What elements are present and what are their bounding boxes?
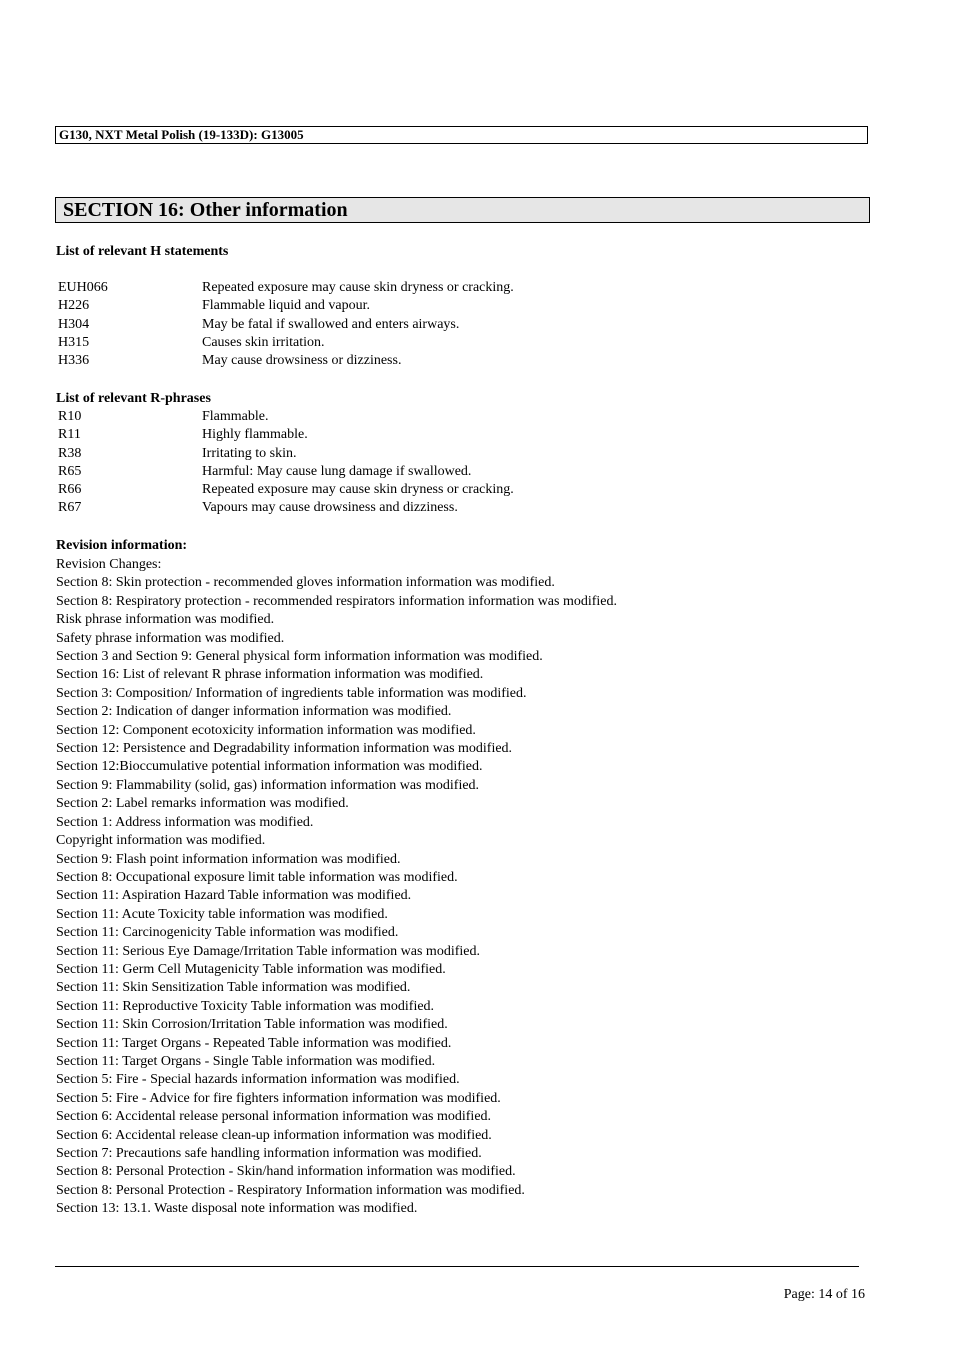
code-row xyxy=(58,408,838,426)
revision-line: Section 11: Carcinogenicity Table information was modified. xyxy=(56,925,399,941)
revision-line: Section 6: Accidental release clean-up information information was modified. xyxy=(56,1127,492,1143)
r-phrases-list xyxy=(58,408,838,518)
revision-line: Section 8: Personal Protection - Respiratory Information information was modified. xyxy=(56,1182,525,1198)
revision-line: Section 12:Bioccumulative potential information information was modified. xyxy=(56,759,483,775)
code-label: EUH066 xyxy=(58,280,108,295)
code-description: Causes skin irritation. xyxy=(202,334,325,350)
code-description: Flammable liquid and vapour. xyxy=(202,298,370,314)
code-row xyxy=(58,297,838,315)
revision-line: Section 11: Skin Sensitization Table information was modified. xyxy=(56,980,411,996)
revision-line: Section 11: Acute Toxicity table information was modified. xyxy=(56,906,388,922)
revision-list xyxy=(56,556,876,1219)
code-description: Flammable. xyxy=(202,409,269,424)
code-description: May cause drowsiness or dizziness. xyxy=(202,353,402,369)
revision-line: Section 11: Aspiration Hazard Table information was modified. xyxy=(56,888,412,904)
code-row xyxy=(58,481,838,499)
code-label: R66 xyxy=(58,482,82,498)
code-row xyxy=(58,499,838,517)
revision-line: Section 6: Accidental release personal information information was modified. xyxy=(56,1109,492,1125)
revision-line: Section 2: Label remarks information was modified. xyxy=(56,796,349,812)
revision-line: Section 11: Skin Corrosion/Irritation Table information was modified. xyxy=(56,1017,448,1033)
code-row xyxy=(58,426,838,444)
revision-line: Section 8: Respiratory protection - recommended respirators information information was modified. xyxy=(56,593,618,609)
revision-line: Section 11: Reproductive Toxicity Table information was modified. xyxy=(56,998,435,1014)
revision-line: Section 11: Germ Cell Mutagenicity Table information was modified. xyxy=(56,961,446,977)
revision-line: Revision Changes: xyxy=(56,557,162,572)
revision-line: Section 5: Fire - Advice for fire fighters information information was modified. xyxy=(56,1090,501,1106)
revision-line: Section 16: List of relevant R phrase information information was modified. xyxy=(56,667,484,683)
revision-line: Section 8: Occupational exposure limit table information was modified. xyxy=(56,869,458,885)
revision-line: Section 9: Flammability (solid, gas) information information was modified. xyxy=(56,777,480,793)
code-label: R38 xyxy=(58,445,82,461)
revision-line: Section 2: Indication of danger information information was modified. xyxy=(56,704,452,720)
revision-line: Section 12: Persistence and Degradability information information was modified. xyxy=(56,741,513,757)
code-description: Vapours may cause drowsiness and dizziness. xyxy=(202,500,458,516)
revision-line: Risk phrase information was modified. xyxy=(56,612,275,628)
code-description: May be fatal if swallowed and enters airways. xyxy=(202,316,460,332)
revision-line: Section 13: 13.1. Waste disposal note information was modified. xyxy=(56,1201,418,1217)
revision-line: Section 3 and Section 9: General physical form information information was modified. xyxy=(56,649,543,665)
code-label: R11 xyxy=(58,427,81,443)
code-description: Highly flammable. xyxy=(202,427,308,443)
code-row xyxy=(58,334,838,352)
code-label: H304 xyxy=(58,316,90,332)
h-statements-heading: List of relevant H statements xyxy=(56,244,229,259)
code-label: R65 xyxy=(58,463,82,479)
code-label: H315 xyxy=(58,334,90,350)
revision-line: Section 9: Flash point information information was modified. xyxy=(56,851,401,867)
footer-divider xyxy=(55,1266,859,1267)
revision-line: Section 11: Serious Eye Damage/Irritation Table information was modified. xyxy=(56,943,480,959)
document-header: G130, NXT Metal Polish (19-133D): G13005 xyxy=(55,126,868,144)
revision-line: Safety phrase information was modified. xyxy=(56,630,285,646)
h-statements-list xyxy=(58,279,838,370)
revision-line: Section 1: Address information was modified. xyxy=(56,814,314,830)
revision-heading: Revision information: xyxy=(56,538,188,553)
revision-line: Section 12: Component ecotoxicity information information was modified. xyxy=(56,722,476,738)
code-description: Irritating to skin. xyxy=(202,445,297,461)
section-title: SECTION 16: Other information xyxy=(55,197,870,223)
code-row xyxy=(58,445,838,463)
revision-line: Section 7: Precautions safe handling information information was modified. xyxy=(56,1146,482,1161)
code-label: R67 xyxy=(58,500,82,516)
code-row xyxy=(58,279,838,297)
page-number: Page: 14 of 16 xyxy=(783,1287,865,1302)
revision-line: Section 11: Target Organs - Repeated Table information was modified. xyxy=(56,1035,452,1051)
code-label: H336 xyxy=(58,353,90,369)
code-description: Repeated exposure may cause skin dryness or cracking. xyxy=(202,280,514,295)
revision-line: Section 11: Target Organs - Single Table information was modified. xyxy=(56,1053,436,1069)
revision-line: Copyright information was modified. xyxy=(56,833,266,849)
revision-line: Section 3: Composition/ Information of ingredients table information was modified. xyxy=(56,685,527,701)
code-description: Harmful: May cause lung damage if swallowed. xyxy=(202,463,472,479)
revision-line: Section 8: Skin protection - recommended gloves information information was modified. xyxy=(56,575,555,591)
code-label: R10 xyxy=(58,409,82,424)
code-label: H226 xyxy=(58,298,90,314)
code-row xyxy=(58,352,838,370)
revision-line: Section 5: Fire - Special hazards information information was modified. xyxy=(56,1072,460,1088)
code-description: Repeated exposure may cause skin dryness or cracking. xyxy=(202,482,514,498)
code-row xyxy=(58,316,838,334)
revision-line: Section 8: Personal Protection - Skin/hand information information was modified. xyxy=(56,1164,516,1180)
r-phrases-heading: List of relevant R-phrases xyxy=(56,391,211,406)
code-row xyxy=(58,463,838,481)
